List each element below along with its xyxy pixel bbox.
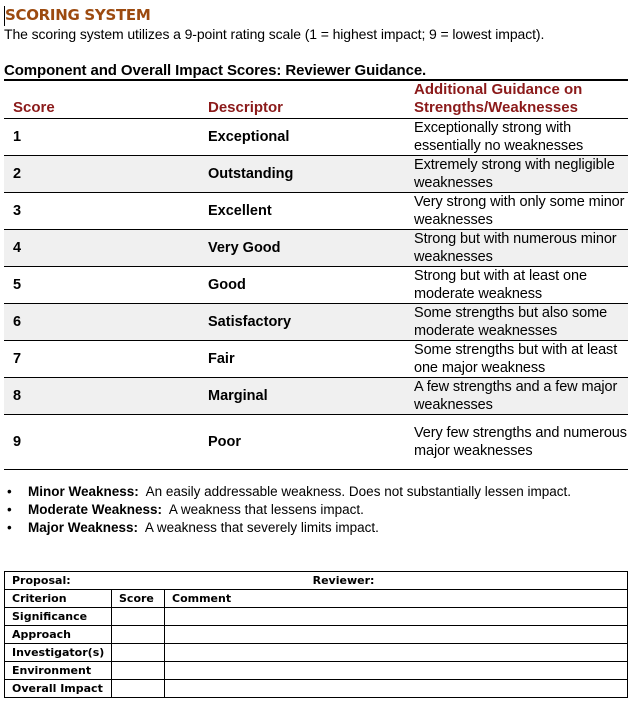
table-row — [4, 193, 628, 230]
comment-input-cell[interactable] — [165, 644, 628, 662]
definition-term: Minor Weakness: — [28, 484, 139, 499]
comment-input-cell[interactable] — [165, 626, 628, 644]
descriptor-cell: Very Good — [208, 230, 414, 267]
criterion-cell: Environment — [5, 662, 112, 680]
form-row — [5, 680, 628, 698]
definition-text: A weakness that lessens impact. — [168, 502, 364, 517]
score-cell: 2 — [4, 156, 208, 193]
bullet-icon: • — [7, 520, 12, 535]
descriptor-cell: Fair — [208, 341, 414, 378]
definition-item — [0, 483, 571, 501]
page-title: SCORING SYSTEM — [5, 6, 151, 24]
score-input-cell[interactable] — [112, 680, 165, 698]
score-cell: 1 — [4, 119, 208, 156]
definition-item — [0, 519, 571, 537]
table-row — [4, 378, 628, 415]
guidance-table — [4, 79, 628, 470]
guidance-cell: A few strengths and a few major weaknesses — [414, 378, 628, 415]
proposal-label: Proposal: — [12, 574, 71, 587]
definition-term: Major Weakness: — [28, 520, 139, 535]
proposal-reviewer-cell[interactable] — [5, 572, 628, 590]
table-row — [4, 304, 628, 341]
table-row — [4, 230, 628, 267]
header-guidance-line1: Additional Guidance on — [414, 81, 583, 98]
header-score: Score — [4, 80, 208, 119]
descriptor-cell: Exceptional — [208, 119, 414, 156]
intro-text: The scoring system utilizes a 9-point rating scale (1 = highest impact; 9 = lowest impact). — [4, 26, 545, 42]
table-row — [4, 156, 628, 193]
guidance-cell: Very strong with only some minor weaknesses — [414, 193, 628, 230]
descriptor-cell: Poor — [208, 415, 414, 470]
review-form — [4, 571, 628, 698]
guidance-cell: Exceptionally strong with essentially no weaknesses — [414, 119, 628, 156]
definition-term: Moderate Weakness: — [28, 502, 163, 517]
score-cell: 8 — [4, 378, 208, 415]
descriptor-cell: Marginal — [208, 378, 414, 415]
comment-input-cell[interactable] — [165, 662, 628, 680]
guidance-header-row — [4, 80, 628, 119]
reviewer-label: Reviewer: — [312, 574, 375, 587]
bullet-icon: • — [7, 502, 12, 517]
form-row — [5, 626, 628, 644]
header-guidance — [414, 80, 628, 119]
table-row — [4, 341, 628, 378]
score-input-cell[interactable] — [112, 644, 165, 662]
descriptor-cell: Outstanding — [208, 156, 414, 193]
guidance-cell: Strong but with at least one moderate weakness — [414, 267, 628, 304]
guidance-cell: Strong but with numerous minor weaknesses — [414, 230, 628, 267]
score-input-cell[interactable] — [112, 626, 165, 644]
score-header: Score — [112, 590, 165, 608]
table-row — [4, 119, 628, 156]
score-cell: 3 — [4, 193, 208, 230]
form-row — [5, 608, 628, 626]
comment-input-cell[interactable] — [165, 680, 628, 698]
guidance-cell: Extremely strong with negligible weaknesses — [414, 156, 628, 193]
table-row — [4, 267, 628, 304]
score-input-cell[interactable] — [112, 662, 165, 680]
comment-input-cell[interactable] — [165, 608, 628, 626]
header-descriptor: Descriptor — [208, 80, 414, 119]
bullet-icon: • — [7, 484, 12, 499]
score-cell: 7 — [4, 341, 208, 378]
score-cell: 4 — [4, 230, 208, 267]
weakness-definitions — [0, 483, 571, 537]
criterion-cell: Significance — [5, 608, 112, 626]
criterion-header: Criterion — [5, 590, 112, 608]
section-heading: Component and Overall Impact Scores: Reviewer Guidance. — [4, 62, 427, 79]
score-cell: 6 — [4, 304, 208, 341]
score-cell: 5 — [4, 267, 208, 304]
definition-text: An easily addressable weakness. Does not substantially lessen impact. — [145, 484, 572, 499]
descriptor-cell: Excellent — [208, 193, 414, 230]
criterion-cell: Investigator(s) — [5, 644, 112, 662]
score-input-cell[interactable] — [112, 608, 165, 626]
descriptor-cell: Good — [208, 267, 414, 304]
comment-header: Comment — [165, 590, 628, 608]
form-row — [5, 662, 628, 680]
score-cell: 9 — [4, 415, 208, 470]
header-guidance-line2: Strengths/Weaknesses — [414, 99, 578, 116]
form-column-header-row — [5, 590, 628, 608]
table-row — [4, 415, 628, 470]
criterion-cell: Approach — [5, 626, 112, 644]
definition-item — [0, 501, 571, 519]
form-header-row — [5, 572, 628, 590]
criterion-cell: Overall Impact — [5, 680, 112, 698]
definition-text: A weakness that severely limits impact. — [144, 520, 379, 535]
guidance-cell: Some strengths but with at least one major weakness — [414, 341, 628, 378]
guidance-cell: Some strengths but also some moderate weaknesses — [414, 304, 628, 341]
guidance-cell: Very few strengths and numerous major weaknesses — [414, 415, 628, 470]
descriptor-cell: Satisfactory — [208, 304, 414, 341]
form-row — [5, 644, 628, 662]
